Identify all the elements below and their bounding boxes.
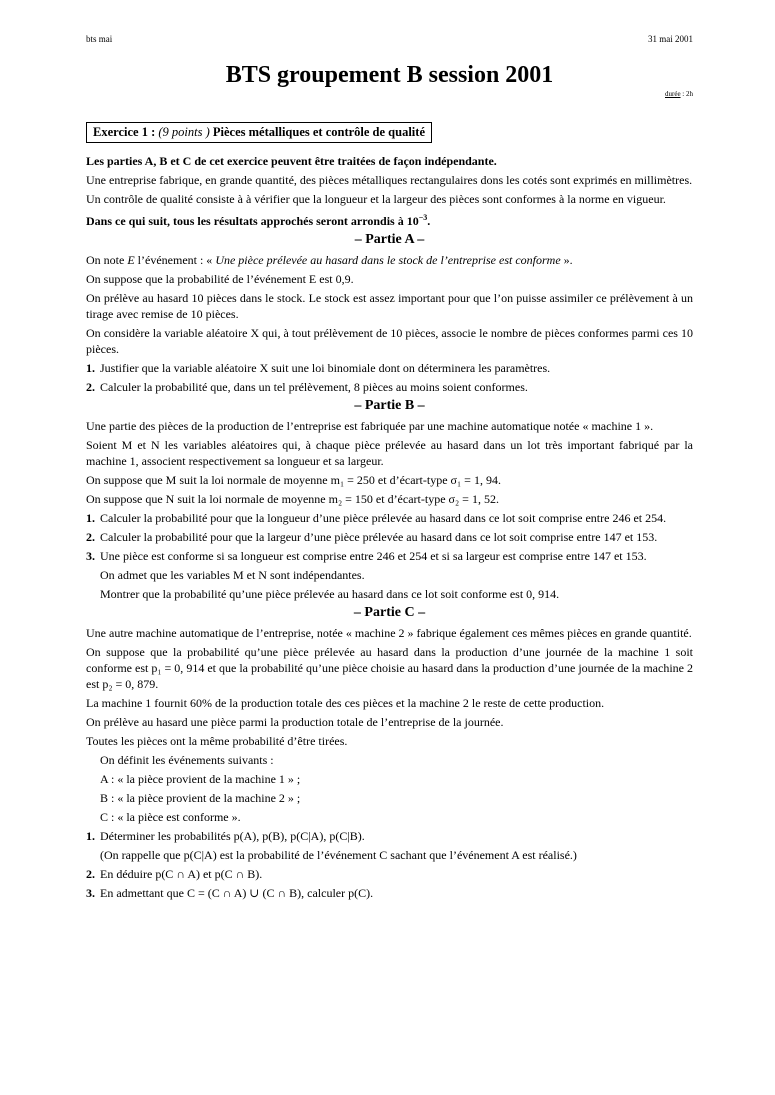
part-b-paragraph-1: Une partie des pièces de la production de l’entreprise est fabriquée par une machine automatique notée « machine 1 ».	[86, 419, 654, 433]
question-number: 1.	[86, 511, 95, 525]
part-c-paragraph-2: On suppose que la probabilité qu’une pièce prélevée au hasard dans la production d’une journée de la machine 1 soit conforme est p₁ = 0, 914 et que la probabilité qu’une pièce choisie au hasard dans la production d’une journée de la machine 2 est p₂ = 0, 879.	[86, 645, 693, 691]
question-text: En déduire p(C ∩ A) et p(C ∩ B).	[100, 867, 263, 881]
page-header	[86, 34, 693, 46]
duration-value: : 2h	[680, 90, 693, 98]
rounding-end: .	[427, 214, 431, 228]
part-c-question-1-note: (On rappelle que p(C|A) est la probabilité de l’événement C sachant que l’événement A est réalisé.)	[100, 848, 577, 862]
event-a: A : « la pièce provient de la machine 1 » ;	[100, 772, 301, 786]
question-number: 1.	[86, 361, 95, 375]
part-c-paragraph-1: Une autre machine automatique de l’entreprise, notée « machine 2 » fabrique également ces mêmes pièces en grande quantité.	[86, 626, 692, 640]
part-c-paragraph-5: Toutes les pièces ont la même probabilité d’être tirées.	[86, 734, 348, 748]
part-c-question-2	[86, 866, 693, 882]
part-a-p1-italic: Une pièce prélevée au hasard dans le stock de l’entreprise est conforme	[215, 253, 561, 267]
header-date: 31 mai 2001	[648, 34, 693, 44]
part-a-question-2	[86, 379, 693, 395]
part-a-paragraph-4: On considère la variable aléatoire X qui, à tout prélèvement de 10 pièces, associe le nombre de pièces conformes parmi ces 10 pièces.	[86, 326, 693, 356]
question-text: Calculer la probabilité que, dans un tel prélèvement, 8 pièces au moins soient conformes.	[100, 380, 528, 394]
part-c-paragraph-6: On définit les événements suivants :	[100, 753, 274, 767]
part-b-question-3-assumption: On admet que les variables M et N sont indépendantes.	[100, 568, 365, 582]
duration	[86, 90, 693, 98]
part-b-question-3-task: Montrer que la probabilité qu’une pièce prélevée au hasard dans ce lot soit conforme est 0, 914.	[100, 587, 560, 601]
header-left: bts mai	[86, 34, 113, 44]
question-number: 2.	[86, 380, 95, 394]
part-b-paragraph-4: On suppose que N suit la loi normale de moyenne m₂ = 150 et d’écart-type σ₂ = 1, 52.	[86, 492, 499, 506]
part-b-paragraph-3: On suppose que M suit la loi normale de moyenne m₁ = 250 et d’écart-type σ₁ = 1, 94.	[86, 473, 501, 487]
part-c-question-3	[86, 885, 693, 901]
exercise-box	[86, 122, 432, 143]
document-page	[86, 34, 693, 901]
part-a-paragraph-3: On prélève au hasard 10 pièces dans le stock. Le stock est assez important pour que l’on puisse assimiler ce prélèvement à un tirage avec remise de 10 pièces.	[86, 291, 693, 321]
intro-paragraph-2: Un contrôle de qualité consiste à à vérifier que la longueur et la largeur des pièces sont conformes à la norme en vigueur.	[86, 192, 666, 206]
part-c-paragraph-3: La machine 1 fournit 60% de la production totale des ces pièces et la machine 2 le reste de cette production.	[86, 696, 605, 710]
part-a-paragraph-2: On suppose que la probabilité de l’événement E est 0,9.	[86, 272, 354, 286]
question-text: Calculer la probabilité pour que la longueur d’une pièce prélevée au hasard dans ce lot soit comprise entre 246 et 254.	[100, 511, 667, 525]
part-a-question-1	[86, 360, 693, 376]
part-a-heading: – Partie A –	[354, 232, 425, 247]
question-text: Une pièce est conforme si sa longueur est comprise entre 246 et 254 et si sa largeur est comprise entre 147 et 153.	[100, 549, 647, 563]
part-b-heading: – Partie B –	[354, 398, 425, 413]
part-c-paragraph-4: On prélève au hasard une pièce parmi la production totale de l’entreprise de la journée.	[86, 715, 504, 729]
event-b: B : « la pièce provient de la machine 2 » ;	[100, 791, 301, 805]
question-text: Calculer la probabilité pour que la largeur d’une pièce prélevée au hasard dans ce lot soit comprise entre 147 et 153.	[100, 530, 658, 544]
part-a-p1-var: E	[127, 253, 135, 267]
part-a-paragraph-1	[86, 252, 693, 268]
question-number: 3.	[86, 549, 95, 563]
part-c-heading: – Partie C –	[353, 605, 426, 620]
part-b-paragraph-2: Soient M et N les variables aléatoires qui, à chaque pièce prélevée au hasard dans un lot très important fabriqué par la machine 1, associent respectivement sa longueur et sa largeur.	[86, 438, 693, 468]
exercise-points: (9 points )	[158, 125, 210, 139]
page-title: BTS groupement B session 2001	[225, 62, 554, 88]
part-b-question-3	[86, 548, 693, 564]
part-a-p1-mid: l’événement : «	[134, 253, 216, 267]
intro-bold-2	[86, 210, 693, 229]
question-number: 2.	[86, 867, 95, 881]
part-a-p1-end: ».	[560, 253, 573, 267]
part-c-question-1	[86, 828, 693, 844]
part-a-p1-start: On note	[86, 253, 128, 267]
exercise-subject: Pièces métalliques et contrôle de qualité	[212, 125, 425, 139]
rounding-text: Dans ce qui suit, tous les résultats approchés seront arrondis à 10	[86, 214, 419, 228]
rounding-exponent: −3	[418, 213, 428, 222]
intro-bold-1: Les parties A, B et C de cet exercice peuvent être traitées de façon indépendante.	[86, 154, 497, 168]
duration-label: durée	[665, 90, 681, 98]
exercise-label: Exercice 1 :	[93, 125, 156, 139]
question-number: 1.	[86, 829, 95, 843]
question-text: Déterminer les probabilités p(A), p(B), p(C|A), p(C|B).	[100, 829, 365, 843]
question-text: Justifier que la variable aléatoire X suit une loi binomiale dont on déterminera les paramètres.	[100, 361, 551, 375]
part-b-question-2	[86, 529, 693, 545]
question-number: 2.	[86, 530, 95, 544]
event-c: C : « la pièce est conforme ».	[100, 810, 241, 824]
part-b-question-1	[86, 510, 693, 526]
question-number: 3.	[86, 886, 95, 900]
intro-paragraph-1: Une entreprise fabrique, en grande quantité, des pièces métalliques rectangulaires dons les cotés sont exprimés en millimètres.	[86, 173, 693, 187]
question-text: En admettant que C = (C ∩ A) ∪ (C ∩ B), calculer p(C).	[100, 886, 374, 900]
